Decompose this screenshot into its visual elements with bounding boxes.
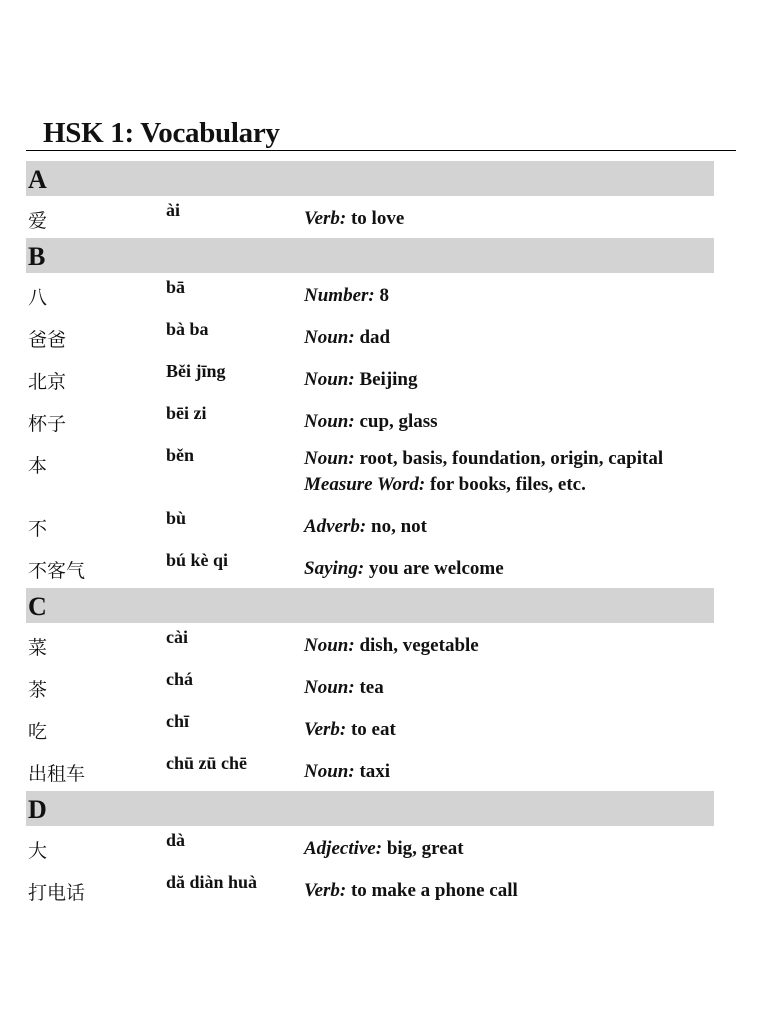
definition-line: [304, 446, 663, 472]
definition-line: [304, 556, 504, 582]
meaning: dish, vegetable: [359, 635, 479, 656]
definition: [304, 717, 396, 743]
pinyin-reading: bēi zi: [166, 403, 207, 423]
definition: [304, 367, 418, 393]
definition: [304, 878, 518, 904]
definition: [304, 759, 390, 785]
pinyin-reading: chū zū chē: [166, 753, 247, 773]
definition-line: [304, 836, 464, 862]
definition: [304, 675, 384, 701]
hanzi-term: 打电话: [28, 882, 86, 904]
pinyin-reading: dă diàn huà: [166, 872, 258, 892]
vocab-entry: [26, 868, 714, 910]
pinyin-reading: bā: [166, 277, 186, 297]
meaning: to eat: [350, 719, 396, 740]
title-divider: [26, 150, 736, 151]
pinyin-reading: cài: [166, 627, 188, 647]
hanzi-term: 不客气: [28, 560, 86, 582]
definition-line: [304, 367, 418, 393]
pinyin-reading: dà: [166, 830, 186, 850]
vocab-entry: [26, 707, 714, 749]
part-of-speech: Noun:: [304, 327, 355, 348]
part-of-speech: Noun:: [304, 635, 355, 656]
definition-line: [304, 206, 404, 232]
hanzi-term: 出租车: [28, 763, 86, 785]
definition: [304, 206, 404, 232]
vocab-entry: [26, 504, 714, 546]
section-header-b: B: [26, 238, 714, 273]
vocab-entry: [26, 399, 714, 441]
hanzi-term: 本: [28, 455, 48, 477]
part-of-speech: Verb:: [304, 208, 347, 229]
part-of-speech: Verb:: [304, 719, 347, 740]
section-header-a: A: [26, 161, 714, 196]
meaning: for books, files, etc.: [429, 474, 586, 495]
definition-line: [304, 878, 518, 904]
vocab-entry: [26, 441, 714, 504]
meaning: cup, glass: [359, 411, 438, 432]
definition: [304, 836, 464, 862]
meaning: you are welcome: [368, 558, 504, 579]
part-of-speech: Noun:: [304, 369, 355, 390]
hanzi-term: 大: [28, 840, 48, 862]
section-header-c: C: [26, 588, 714, 623]
part-of-speech: Verb:: [304, 880, 347, 901]
meaning: dad: [359, 327, 391, 348]
meaning: root, basis, foundation, origin, capital: [359, 448, 664, 469]
meaning: 8: [379, 285, 389, 306]
definition-line: [304, 409, 438, 435]
definition: [304, 633, 479, 659]
vocab-entry: [26, 749, 714, 791]
hanzi-term: 爱: [28, 210, 48, 232]
hanzi-term: 吃: [28, 721, 48, 743]
pinyin-reading: ài: [166, 200, 181, 220]
definition: [304, 514, 427, 540]
part-of-speech: Noun:: [304, 677, 355, 698]
vocab-entry: [26, 826, 714, 868]
pinyin-reading: bà ba: [166, 319, 209, 339]
hanzi-term: 北京: [28, 371, 67, 393]
definition-line: [304, 283, 389, 309]
part-of-speech: Adjective:: [304, 838, 383, 859]
vocab-entry: [26, 273, 714, 315]
pinyin-reading: chá: [166, 669, 193, 689]
pinyin-reading: chī: [166, 711, 190, 731]
hanzi-term: 菜: [28, 637, 48, 659]
part-of-speech: Measure Word:: [304, 474, 426, 495]
hanzi-term: 爸爸: [28, 329, 67, 351]
definition: [304, 556, 504, 582]
pinyin-reading: Běi jīng: [166, 361, 226, 381]
meaning: Beijing: [359, 369, 418, 390]
definition: [304, 325, 390, 351]
pinyin-reading: bú kè qi: [166, 550, 229, 570]
meaning: to make a phone call: [350, 880, 518, 901]
pinyin-reading: běn: [166, 445, 195, 465]
meaning: to love: [350, 208, 405, 229]
hanzi-term: 八: [28, 287, 48, 309]
vocabulary-table: [26, 161, 714, 910]
part-of-speech: Number:: [304, 285, 375, 306]
vocab-entry: [26, 623, 714, 665]
definition-line: [304, 325, 390, 351]
meaning: big, great: [386, 838, 464, 859]
hanzi-term: 不: [28, 518, 48, 540]
definition-line: [304, 717, 396, 743]
vocab-entry: [26, 357, 714, 399]
meaning: tea: [359, 677, 384, 698]
definition-line: [304, 472, 663, 498]
part-of-speech: Saying:: [304, 558, 365, 579]
part-of-speech: Adverb:: [304, 516, 367, 537]
part-of-speech: Noun:: [304, 761, 355, 782]
definition: [304, 409, 438, 435]
meaning: taxi: [359, 761, 391, 782]
definition: [304, 446, 663, 498]
definition-line: [304, 633, 479, 659]
vocab-entry: [26, 665, 714, 707]
definition-line: [304, 759, 390, 785]
hanzi-term: 茶: [28, 679, 48, 701]
definition-line: [304, 514, 427, 540]
vocab-entry: [26, 196, 714, 238]
vocab-entry: [26, 546, 714, 588]
page-title: HSK 1: Vocabulary: [43, 117, 280, 149]
definition-line: [304, 675, 384, 701]
definition: [304, 283, 389, 309]
hanzi-term: 杯子: [28, 413, 67, 435]
pinyin-reading: bù: [166, 508, 187, 528]
part-of-speech: Noun:: [304, 448, 355, 469]
part-of-speech: Noun:: [304, 411, 355, 432]
vocab-entry: [26, 315, 714, 357]
section-header-d: D: [26, 791, 714, 826]
meaning: no, not: [371, 516, 427, 537]
